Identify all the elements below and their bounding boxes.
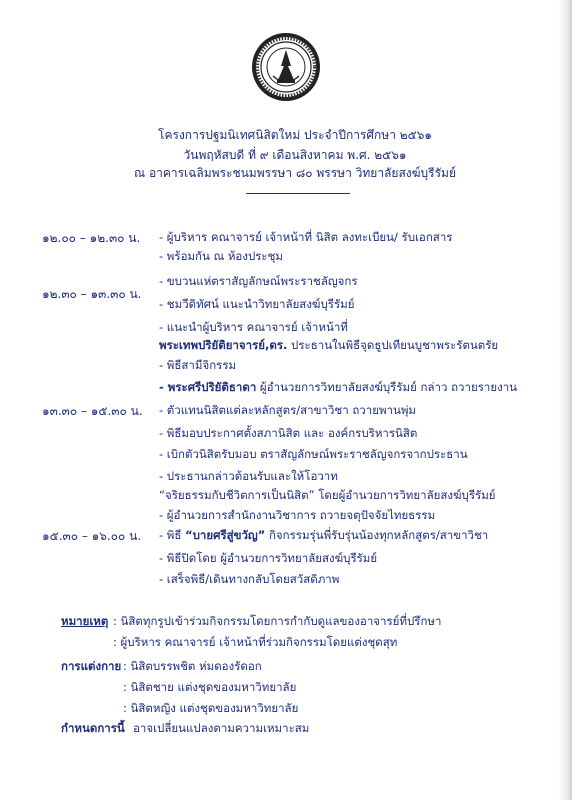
time-slot-3: ๑๓.๓๐ – ๑๕.๓๐ น. <box>42 404 143 418</box>
schedule-item: - เบิกตัวนิสิตรับมอบ ตราสัญลักษณ์พระราชลัญจกรจากประธาน <box>159 447 468 461</box>
schedule-item: - พิธีมอบประกาศตั้งสภานิสิต และ องค์กรบริหารนิสิต <box>159 426 418 440</box>
schedule-item: - ตัวแทนนิสิตแต่ละหลักสูตร/สาขาวิชา ถวายพานพุ่ม <box>159 403 417 417</box>
schedule-item: - พร้อมกัน ณ ห้องประชุม <box>159 249 283 263</box>
dress-line: : นิสิตชาย แต่งชุดของมหาวิทยาลัย <box>123 680 297 694</box>
schedule-item: “จริยธรรมกับชีวิตการเป็นนิสิต” โดยผู้อำนวยการวิทยาลัยสงฆ์บุรีรัมย์ <box>159 488 496 502</box>
director-name: - พระศรีปริยัติธาดา <box>159 380 257 394</box>
remark-line: : นิสิตทุกรูปเข้าร่วมกิจกรรมโดยการกำกับดูแลของอาจารย์ที่ปรึกษา <box>113 614 442 628</box>
schedule-item: - ประธานกล่าวต้อนรับและให้โอวาท <box>159 469 338 483</box>
time-slot-1: ๑๒.๐๐ – ๑๒.๓๐ น. <box>42 231 141 245</box>
header-date: วันพฤหัสบดี ที่ ๙ เดือนสิงหาคม พ.ศ. ๒๕๖๑ <box>183 148 407 162</box>
schedule-note-label: กำหนดการนี้ <box>61 721 125 735</box>
header-title: โครงการปฐมนิเทศนิสิตใหม่ ประจำปีการศึกษา ๒๕๖๑ <box>158 128 432 142</box>
chairman-name: พระเทพปริยัติยาจารย์,ดร. <box>159 338 288 352</box>
college-seal-icon <box>251 32 321 102</box>
schedule-item <box>159 379 517 397</box>
remark-line: : ผู้บริหาร คณาจารย์ เจ้าหน้าที่ร่วมกิจกรรมโดยแต่งชุดสุท <box>113 635 398 649</box>
divider-line <box>246 193 350 194</box>
schedule-item: - ชมวีดิทัศน์ แนะนำวิทยาลัยสงฆ์บุรีรัมย์ <box>159 297 355 311</box>
page-edge-shadow <box>558 0 572 800</box>
time-slot-4: ๑๕.๓๐ – ๑๖.๐๐ น. <box>42 529 142 543</box>
schedule-item: - พิธี “บายศรีสู่ขวัญ” กิจกรรมรุ่นพี่รับรุ่นน้องทุกหลักสูตร/สาขาวิชา <box>159 528 489 542</box>
remark-label: หมายเหตุ <box>61 614 109 628</box>
schedule-item: - ผู้อำนวยการสำนักงานวิชาการ ถวายจตุปัจจัยไทยธรรม <box>159 508 436 522</box>
director-role: ผู้อำนวยการวิทยาลัยสงฆ์บุรีรัมย์ กล่าว ถวายรายงาน <box>256 380 518 394</box>
dress-label: การแต่งกาย <box>61 659 122 673</box>
dress-line: : นิสิตบรรพชิต ห่มดองรัดอก <box>123 659 262 673</box>
schedule-item: - เสร็จพิธี/เดินทางกลับโดยสวัสดิภาพ <box>159 572 340 586</box>
schedule-item: - ผู้บริหาร คณาจารย์ เจ้าหน้าที่ นิสิต ลงทะเบียน/ รับเอกสาร <box>159 230 453 244</box>
dress-line: : นิสิตหญิง แต่งชุดของมหาวิทยาลัย <box>123 701 299 715</box>
baisri-title: “บายศรีสู่ขวัญ” <box>185 528 266 542</box>
schedule-item: - ขบวนแห่ตราสัญลักษณ์พระราชลัญจกร <box>159 274 358 288</box>
schedule-note: อาจเปลี่ยนแปลงตามความเหมาะสม <box>133 721 310 735</box>
schedule-item: - แนะนำผู้บริหาร คณาจารย์ เจ้าหน้าที่ <box>159 320 348 334</box>
schedule-item <box>159 337 498 355</box>
schedule-item: - พิธีปิดโดย ผู้อำนวยการวิทยาลัยสงฆ์บุรีรัมย์ <box>159 551 378 565</box>
time-slot-2: ๑๒.๓๐ – ๑๓.๓๐ น. <box>42 287 142 301</box>
header-venue: ณ อาคารเฉลิมพระชนมพรรษา ๘๐ พรรษา วิทยาลัยสงฆ์บุรีรัมย์ <box>134 166 456 180</box>
schedule-item: - พิธีสามีจิกรรม <box>159 358 237 372</box>
chairman-role: ประธานในพิธีจุดธูปเทียนบูชาพระรัตนตรัย <box>287 338 499 352</box>
